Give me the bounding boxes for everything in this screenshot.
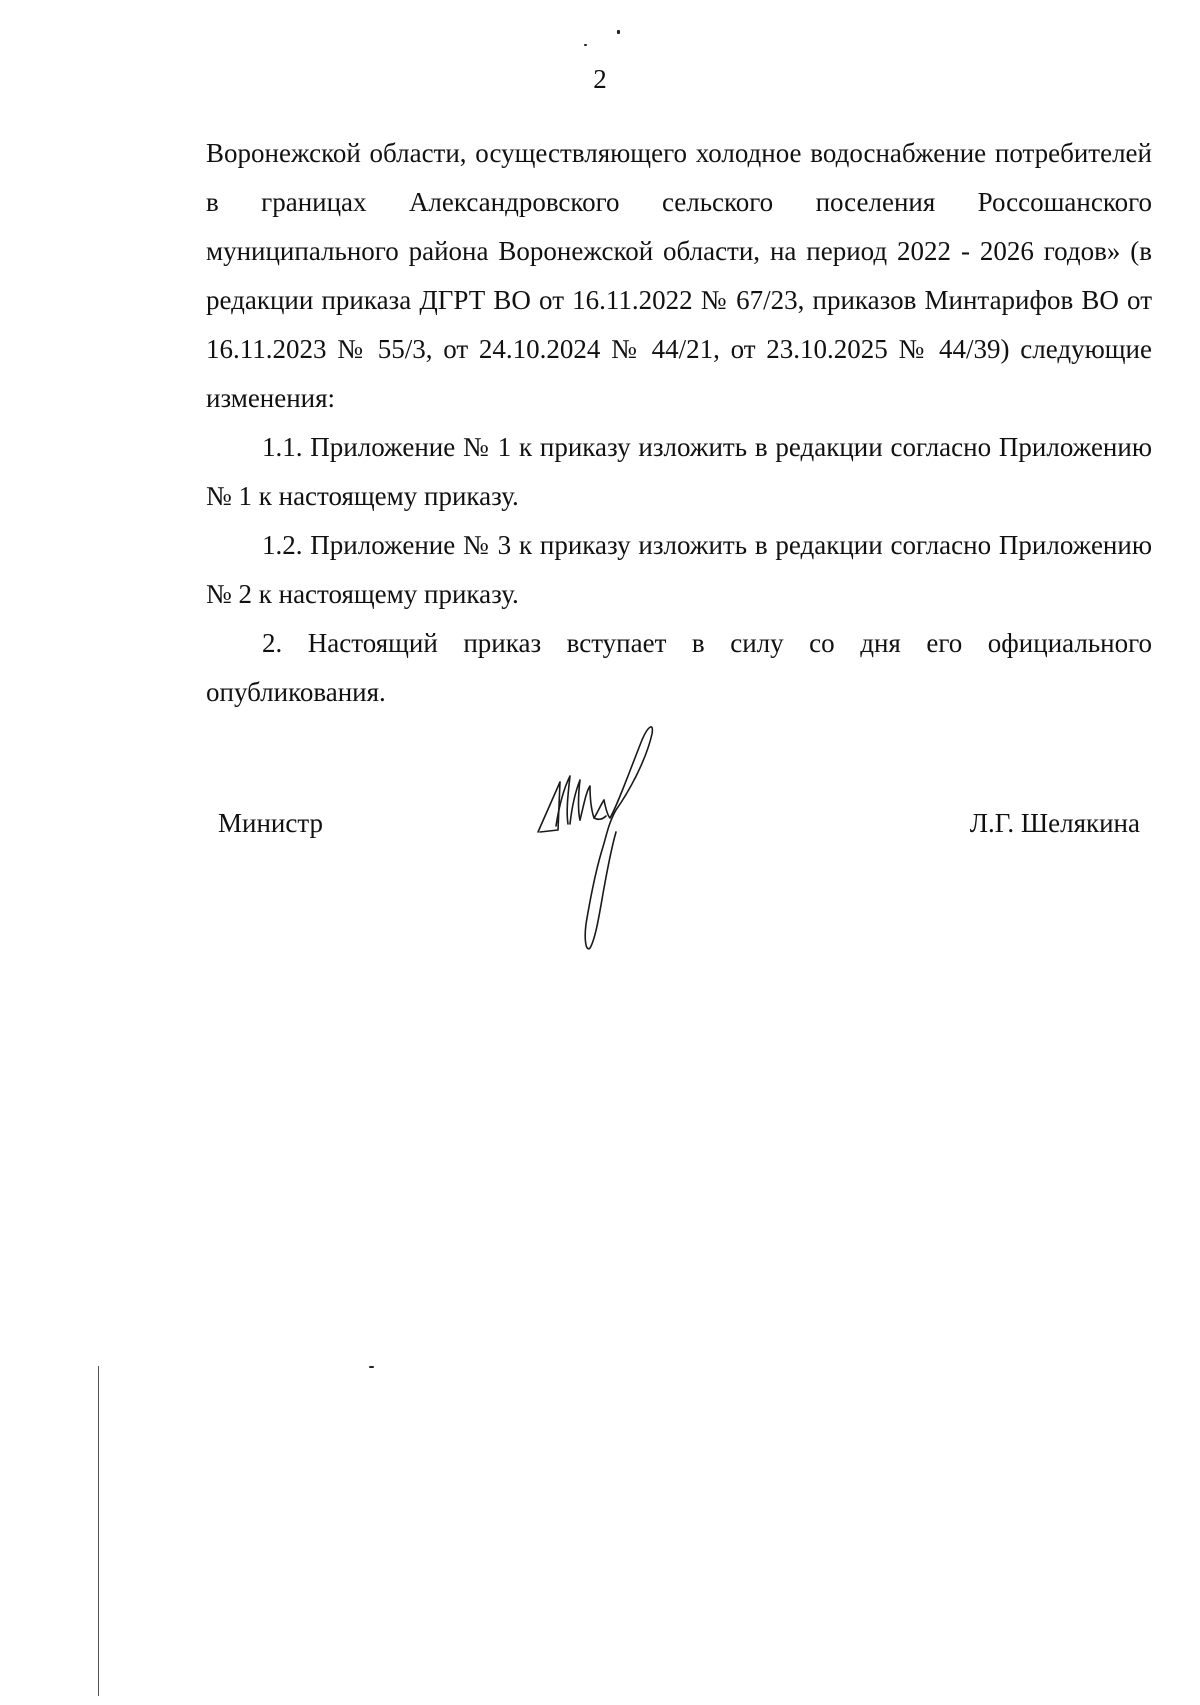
paragraph-item-2: 2. Настоящий приказ вступает в силу со дня его официального опубликования. — [206, 628, 1152, 707]
scan-speck — [369, 1366, 374, 1368]
scan-margin-line — [98, 1366, 99, 1696]
handwritten-signature — [534, 720, 694, 960]
scan-speck — [584, 44, 587, 46]
paragraph-item-1-1: 1.1. Приложение № 1 к приказу изложить в редакции согласно Приложению № 1 к настоящему приказу. — [206, 432, 1152, 511]
signer-name: Л.Г. Шелякина — [969, 808, 1140, 838]
document-body — [206, 129, 1152, 717]
page-number: 2 — [593, 64, 607, 94]
paragraph-amendment-intro: Воронежской области, осуществляющего холодное водоснабжение потребителей в границах Александровского сельского поселения Россошанского муниципального района Воронежской области, на период 2022 - 2026 годов» (в редакции приказа ДГРТ ВО от 16.11.2022 № 67/23, приказов Минтарифов ВО от 16.11.2023 № 55/3, от 24.10.2024 № 44/21, от 23.10.2025 № 44/39) следующие изменения: — [206, 138, 1152, 413]
scan-speck — [617, 30, 620, 34]
signer-position: Министр — [218, 808, 323, 838]
paragraph-item-1-2: 1.2. Приложение № 3 к приказу изложить в редакции согласно Приложению № 2 к настоящему приказу. — [206, 530, 1152, 609]
